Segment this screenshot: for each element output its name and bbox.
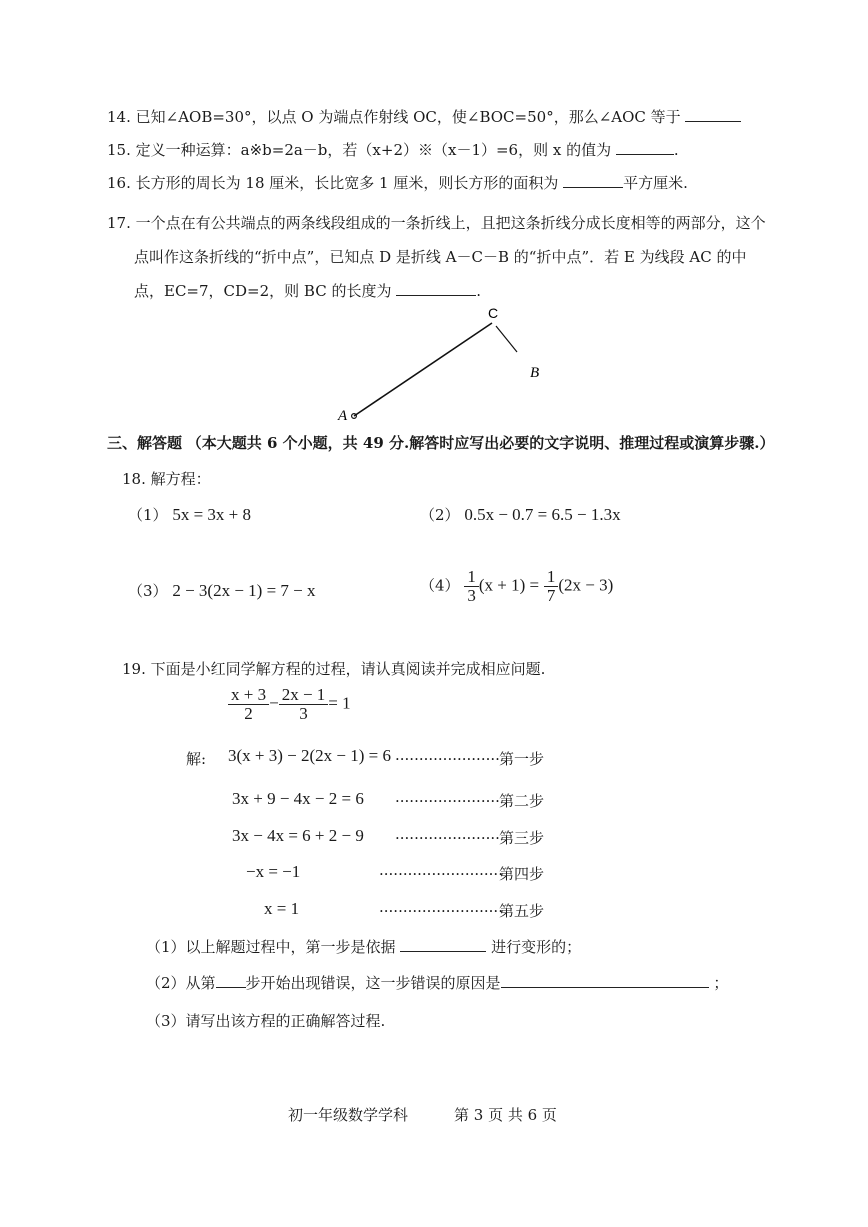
answer-blank (400, 937, 486, 952)
q19-original-equation (228, 686, 351, 723)
question-19-title: 19. 下面是小红同学解方程的过程，请认真阅读并完成相应问题. (122, 660, 546, 678)
question-15 (107, 139, 679, 161)
question-end: . (673, 141, 679, 159)
question-number: 16. (107, 174, 131, 192)
point-b-label: B (530, 365, 540, 381)
question-18-title: 18. 解方程： (122, 470, 211, 488)
step-4-label: 第四步 (499, 865, 545, 883)
step-4-equation: −x = −1 (246, 862, 301, 881)
q19-sub-2 (146, 972, 728, 994)
answer-blank (396, 281, 476, 296)
question-17-line-2: 点叫作这条折线的“折中点”，已知点 D 是折线 A－C－B 的“折中点”．若 E 为线段 AC 的中 (134, 248, 747, 266)
step-2-dots: ······················ (395, 792, 500, 810)
part-label: （2） (420, 506, 460, 524)
question-text-line-3: 点，EC=7，CD=2，则 BC 的长度为 (134, 282, 392, 300)
step-1-label: 第一步 (499, 750, 545, 768)
part-label: （3） (128, 582, 168, 600)
solve-label: 解: (186, 750, 207, 768)
q18-part-2 (420, 504, 621, 526)
q19-sub-1 (146, 936, 581, 958)
minus-sign: − (269, 693, 279, 713)
equation: 5x = 3x + 8 (172, 505, 252, 524)
question-end: . (476, 282, 482, 300)
fraction (544, 568, 559, 605)
equation-rhs: = 1 (328, 693, 351, 713)
question-number: 14. (107, 108, 131, 126)
part-label: （1） (128, 506, 168, 524)
answer-blank (563, 173, 623, 188)
footer-subject: 初一年级数学学科 (288, 1106, 409, 1124)
q19-sub-3: （3）请写出该方程的正确解答过程. (146, 1012, 386, 1030)
sub-question-text: （2）从第 (146, 974, 216, 992)
section-heading (107, 432, 774, 453)
point-c-label: C (488, 305, 499, 321)
segment-ac (354, 323, 492, 416)
step-2-label: 第二步 (499, 792, 545, 810)
question-text: 已知∠AOB=30°，以点 O 为端点作射线 OC，使∠BOC=50°，那么∠AOC 等于 (135, 108, 681, 126)
q18-part-4 (420, 568, 613, 605)
denominator: 7 (546, 586, 556, 605)
part-label: （4） (420, 576, 460, 595)
equation-middle: (x + 1) = (478, 575, 540, 595)
step-1-equation: 3(x + 3) − 2(2x − 1) = 6 (228, 746, 391, 765)
step-5-equation: x = 1 (264, 899, 300, 918)
question-text: 定义一种运算：a※b=2a－b，若（x+2）※（x－1）=6，则 x 的值为 (135, 141, 612, 159)
footer-page-number: 第 3 页 共 6 页 (454, 1106, 557, 1124)
question-text: 长方形的周长为 18 厘米，长比宽多 1 厘米，则长方形的面积为 (135, 174, 559, 192)
question-number: 15. (107, 141, 131, 159)
q18-part-3 (128, 580, 316, 602)
sub-question-text-end: ； (713, 974, 729, 992)
question-14 (107, 106, 741, 128)
numerator: 1 (544, 568, 559, 587)
segment-cb (496, 326, 517, 352)
point-a-label: A (338, 408, 348, 424)
step-4-dots: ·························· (379, 865, 503, 883)
step-3-label: 第三步 (499, 829, 545, 847)
sub-question-text-middle: 步开始出现错误，这一步错误的原因是 (245, 974, 501, 992)
q18-part-1 (128, 504, 251, 526)
answer-blank (501, 973, 709, 988)
answer-blank (616, 140, 674, 155)
answer-blank (685, 107, 741, 122)
numerator: 1 (464, 568, 479, 587)
equation: 2 − 3(2x − 1) = 7 − x (172, 581, 316, 600)
denominator: 2 (244, 704, 253, 723)
question-17-line-3 (134, 280, 481, 302)
step-2-equation: 3x + 9 − 4x − 2 = 6 (232, 789, 364, 808)
sub-question-text-end: 进行变形的； (491, 938, 582, 956)
question-16 (107, 172, 688, 194)
sub-question-text: （1）以上解题过程中，第一步是依据 (146, 938, 396, 956)
answer-blank (216, 973, 246, 988)
question-number: 17. (107, 214, 131, 232)
question-17 (107, 212, 766, 234)
denominator: 3 (467, 586, 476, 605)
question-end: 平方厘米. (623, 174, 688, 192)
numerator: x + 3 (228, 686, 269, 705)
section-note: （本大题共 6 个小题，共 49 分.解答时应写出必要的文字说明、推理过程或演算步骤.） (186, 434, 775, 452)
polyline-figure (330, 300, 560, 430)
fraction (279, 686, 329, 723)
numerator: 2x − 1 (279, 686, 329, 705)
question-text-line-1: 一个点在有公共端点的两条线段组成的一条折线上，且把这条折线分成长度相等的两部分，这个 (135, 214, 766, 232)
section-title: 三、解答题 (107, 434, 183, 452)
step-3-equation: 3x − 4x = 6 + 2 − 9 (232, 826, 364, 845)
equation-end: (2x − 3) (558, 575, 614, 595)
step-1-dots: ······················ (395, 750, 500, 768)
step-3-dots: ······················ (395, 829, 500, 847)
denominator: 3 (299, 704, 308, 723)
fraction (228, 686, 269, 723)
step-5-label: 第五步 (499, 902, 545, 920)
equation: 0.5x − 0.7 = 6.5 − 1.3x (464, 505, 621, 524)
fraction (464, 568, 479, 605)
step-5-dots: ·························· (379, 902, 503, 920)
